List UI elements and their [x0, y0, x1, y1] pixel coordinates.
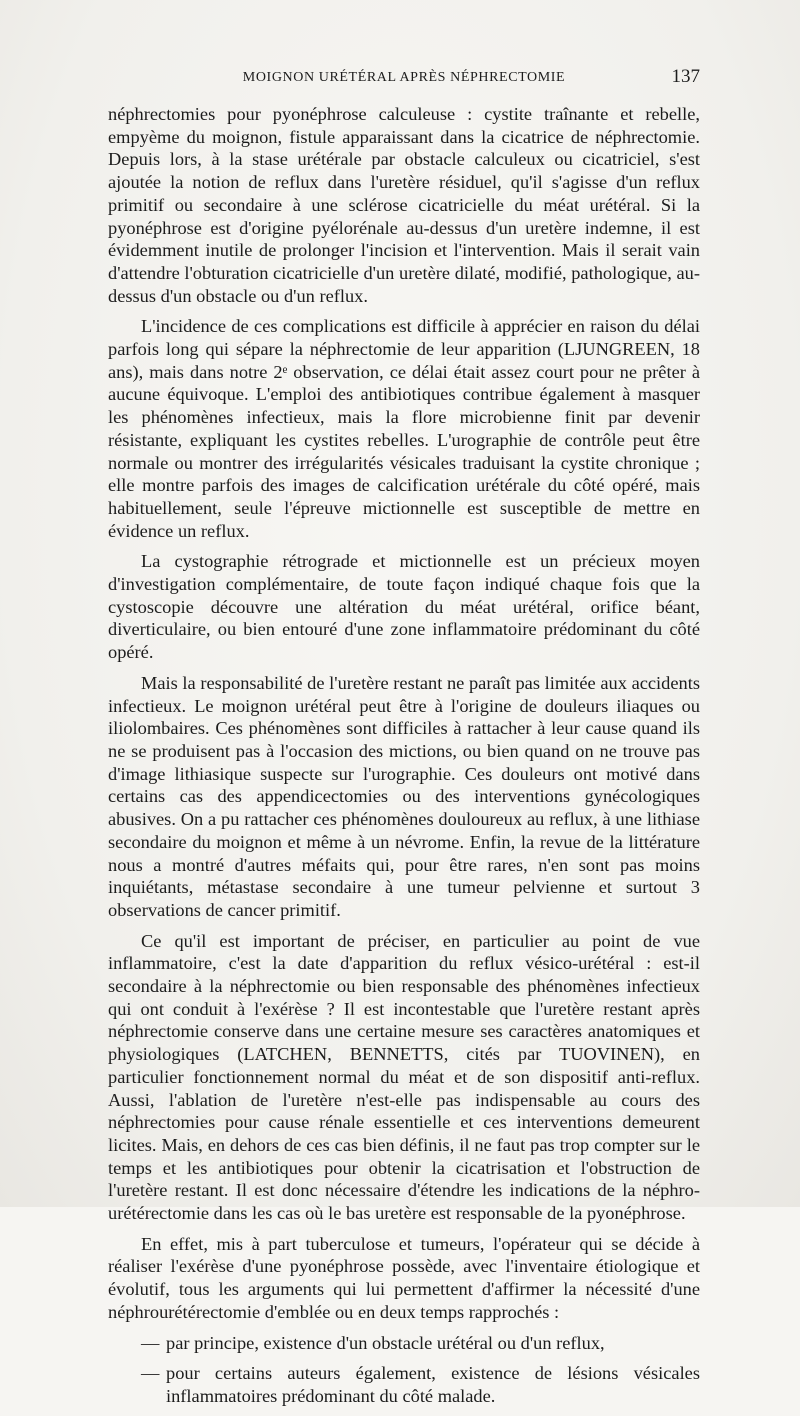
page-number: 137 [671, 66, 700, 87]
dash-bullet: — [141, 1363, 160, 1384]
dash-list [108, 1332, 700, 1408]
list-item-text: par principe, existence d'un obstacle urétéral ou d'un reflux, [166, 1332, 605, 1353]
paragraph-1: néphrectomies pour pyonéphrose calculeuse : cystite traînante et rebelle, empyème du moignon, fistule apparaissant dans la cicatrice de néphrectomie. Depuis lors, à la stase urétérale par obstacle calculeux ou cicatriciel, s'est ajoutée la notion de reflux dans l'uretère résiduel, qu'il s'agisse d'un reflux primitif ou secondaire à une sclérose cicatricielle du méat urétéral. Si la pyonéphrose est d'origine pyélorénale au-dessus d'un uretère indemne, il est évidemment inutile de prolonger l'incision et l'intervention. Mais il serait vain d'attendre l'obturation cicatricielle d'un uretère dilaté, modifié, pathologique, au-dessus d'un obstacle ou d'un reflux. [108, 104, 700, 306]
list-item [108, 1362, 700, 1407]
paragraph-5: Ce qu'il est important de préciser, en particulier au point de vue inflammatoire, c'est la date d'apparition du reflux vésico-urétéral : est-il secondaire à la néphrectomie ou bien responsable des phénomènes infectieux qui ont conduit à l'exérèse ? Il est incontestable que l'uretère restant après néphrectomie conserve dans une certaine mesure ses caractères anatomiques et physiologiques (LATCHEN, BENNETTS, cités par TUOVINEN), en particulier fonctionnement normal du méat et de son dispositif anti-reflux. Aussi, l'ablation de l'uretère n'est-elle pas indispensable au cours des néphrectomies pour cause rénale essentielle et ces interventions demeurent licites. Mais, en dehors de ces cas bien définis, il ne faut pas trop compter sur le temps et les antibiotiques pour obtenir la cicatrisation et l'obstruction de l'uretère restant. Il est donc nécessaire d'étendre les indications de la néphro-urétérectomie dans les cas où le bas uretère est responsable de la pyonéphrose. [108, 930, 700, 1224]
page-header [108, 66, 700, 90]
list-item [108, 1332, 700, 1355]
body-text [108, 103, 700, 1416]
paragraph-6: En effet, mis à part tuberculose et tumeurs, l'opérateur qui se décide à réaliser l'exérèse d'une pyonéphrose possède, avec l'inventaire étiologique et évolutif, tous les arguments qui lui permettent d'affirmer la nécessité d'une néphrourétérectomie d'emblée ou en deux temps rapprochés : [108, 1233, 700, 1322]
list-item-text: pour certains auteurs également, existence de lésions vésicales inflammatoires prédominant du côté malade. [166, 1363, 700, 1406]
paragraph-4: Mais la responsabilité de l'uretère restant ne paraît pas limitée aux accidents infectieux. Le moignon urétéral peut être à l'origine de douleurs iliaques ou iliolombaires. Ces phénomènes sont difficiles à rattacher à leur cause quand ils ne se produisent pas à l'occasion des mictions, ou bien quand on ne trouve pas d'image lithiasique suspecte sur l'urographie. Ces douleurs ont motivé dans certains cas des appendicectomies ou des interventions gynécologiques abusives. On a pu rattacher ces phénomènes douloureux au reflux, à une lithiase secondaire du moignon et même à un névrome. Enfin, la revue de la littérature nous a montré d'autres méfaits qui, pour être rares, n'en sont pas moins inquiétants, métastase secondaire à une tumeur pelvienne et surtout 3 observations de cancer primitif. [108, 672, 700, 920]
dash-bullet: — [141, 1332, 160, 1353]
paragraph-2: L'incidence de ces complications est difficile à apprécier en raison du délai parfois long qui sépare la néphrectomie de leur apparition (LJUNGREEN, 18 ans), mais dans notre 2ᵉ observation, ce délai était assez court pour ne prêter à aucune équivoque. L'emploi des antibiotiques contribue également à masquer les phénomènes infectieux, mais la flore microbienne finit par devenir résistante, expliquant les cystites rebelles. L'urographie de contrôle peut être normale ou montrer des irrégularités vésicales traduisant la cystite chronique ; elle montre parfois des images de calcification urétérale du côté opéré, mais habituellement, seule l'épreuve mictionnelle est susceptible de mettre en évidence un reflux. [108, 316, 700, 541]
paragraph-3: La cystographie rétrograde et mictionnelle est un précieux moyen d'investigation complémentaire, de toute façon indiqué chaque fois que la cystoscopie découvre une altération du méat urétéral, orifice béant, diverticulaire, ou bien entouré d'une zone inflammatoire prédominant du côté opéré. [108, 551, 700, 663]
running-title: MOIGNON URÉTÉRAL APRÈS NÉPHRECTOMIE [242, 70, 566, 85]
